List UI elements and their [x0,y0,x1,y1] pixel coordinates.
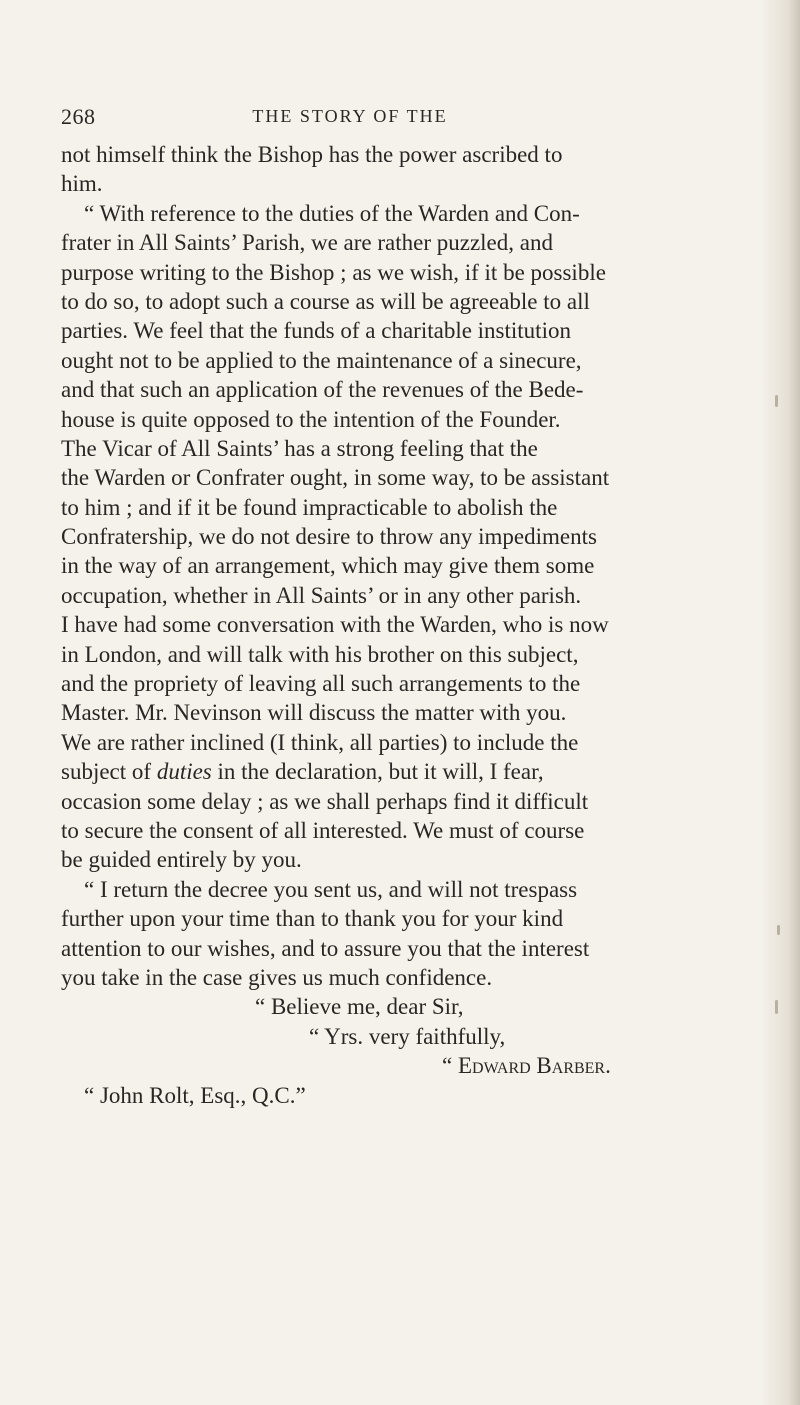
text-line: to do so, to adopt such a course as will be agreeable to all [61,288,590,314]
text-line: parties. We feel that the funds of a charitable institution [61,318,571,344]
text-line: him. [61,171,103,197]
valediction-line: “ Yrs. very faithfully, [309,1023,506,1049]
text-line: to secure the consent of all interested. We must of course [61,817,585,843]
margin-mark [777,925,780,935]
signature-line: “ Edward Barber. [442,1053,611,1079]
margin-mark [775,1000,778,1014]
text-line: not himself think the Bishop has the power ascribed to [61,142,563,167]
text-line: I have had some conversation with the Warden, who is now [61,612,609,638]
italic-word: duties [156,759,212,785]
text-line: occasion some delay ; as we shall perhaps find it difficult [61,788,589,814]
text-line: ought not to be applied to the maintenance of a sinecure, [61,347,582,373]
addressee-line: “ John Rolt, Esq., Q.C.” [84,1082,306,1108]
text-line: Confratership, we do not desire to throw any impediments [61,524,597,550]
text-fragment: subject of [61,759,157,785]
text-line: to him ; and if it be found impracticable to abolish the [61,494,558,520]
margin-mark [775,395,778,407]
text-line: purpose writing to the Bishop ; as we wish, if it be possible [61,259,606,285]
running-head [0,104,800,134]
text-line-with-italic [61,757,767,786]
text-line: be guided entirely by you. [61,847,302,873]
text-line: in the way of an arrangement, which may give them some [61,553,595,579]
text-line: “ I return the decree you sent us, and will not trespass [84,876,578,902]
text-fragment: in the declaration, but it will, I fear, [211,759,544,785]
text-line: frater in All Saints’ Parish, we are rather puzzled, and [61,230,553,256]
text-line: “ With reference to the duties of the Warden and Con- [84,200,580,226]
text-line: the Warden or Confrater ought, in some way, to be assistant [61,465,610,491]
closing-line: “ Believe me, dear Sir, [255,994,464,1020]
text-line: house is quite opposed to the intention of the Founder. [61,406,561,432]
text-line: We are rather inclined (I think, all parties) to include the [61,729,579,755]
text-line: in London, and will talk with his brother on this subject, [61,641,579,667]
text-line: you take in the case gives us much confidence. [61,964,493,990]
page-number: 268 [61,104,96,129]
running-title: THE STORY OF THE [252,106,448,126]
text-line: further upon your time than to thank you for your kind [61,906,564,932]
letter-body [61,140,767,1110]
text-line: Master. Mr. Nevinson will discuss the matter with you. [61,700,567,726]
text-line: and the propriety of leaving all such arrangements to the [61,671,581,697]
text-line: and that such an application of the revenues of the Bede- [61,377,584,403]
text-line: The Vicar of All Saints’ has a strong feeling that the [61,435,538,461]
text-line: attention to our wishes, and to assure you that the interest [61,935,590,961]
text-line: occupation, whether in All Saints’ or in any other parish. [61,582,582,608]
